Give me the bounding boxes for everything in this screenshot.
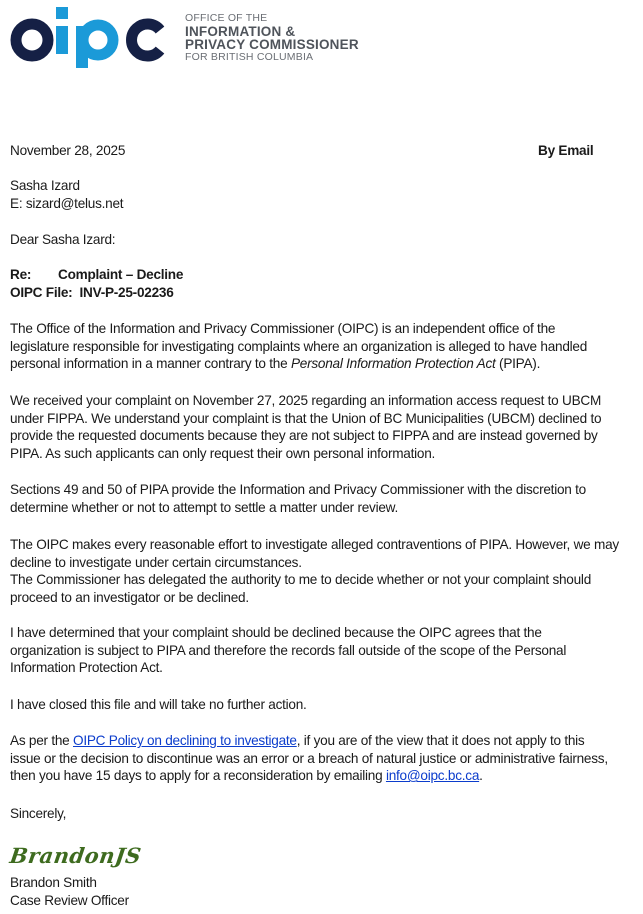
recipient-name: Sasha Izard xyxy=(10,178,80,193)
delivery-method: By Email xyxy=(538,143,594,158)
policy-link[interactable]: OIPC Policy on declining to investigate xyxy=(73,733,297,748)
text-line: PIPA. As such applicants can only request their own personal information. xyxy=(10,445,436,461)
oipc-logo-text xyxy=(185,13,359,62)
salutation: Dear Sasha Izard: xyxy=(10,232,116,247)
text-line: We received your complaint on November 27, 2025 regarding an information access request to UBCM xyxy=(10,393,602,408)
file-number: INV-P-25-02236 xyxy=(79,285,174,300)
text-line: legislature responsible for investigating complaints where an organization is alleged to have handled xyxy=(10,338,588,354)
text-line xyxy=(10,767,640,785)
text-run: personal information in a manner contrary to the xyxy=(10,356,291,372)
letter-date: November 28, 2025 xyxy=(10,143,126,158)
file-number-line xyxy=(10,284,174,302)
subject-value: Complaint – Decline xyxy=(58,267,184,282)
text-line: issue or the decision to discontinue was an error or a breach of natural justice or administrative fairness, xyxy=(10,750,608,766)
paragraph-discretion xyxy=(10,481,640,516)
text-line: Information Protection Act. xyxy=(10,660,163,676)
logo-line-3: PRIVACY COMMISSIONER xyxy=(185,36,359,52)
text-run: , if you are of the view that it does not apply to this xyxy=(296,733,585,748)
text-line xyxy=(10,732,640,750)
text-line: organization is subject to PIPA and therefore the records fall outside of the scope of the Personal xyxy=(10,642,567,658)
text-run: then you have 15 days to apply for a reconsideration by emailing xyxy=(10,768,386,784)
oipc-wordmark-icon xyxy=(10,2,170,68)
text-line: determine whether or not to attempt to settle a matter under review. xyxy=(10,499,398,515)
closing: Sincerely, xyxy=(10,806,67,821)
logo-line-1: OFFICE OF THE xyxy=(185,12,268,24)
handwritten-signature: BrandonJS xyxy=(8,843,144,868)
paragraph-oipc-intro xyxy=(10,320,640,373)
text-run: . xyxy=(479,768,483,784)
logo-line-4: FOR BRITISH COLUMBIA xyxy=(185,50,314,63)
act-title: Personal Information Protection Act xyxy=(290,356,496,372)
logo-line-2: INFORMATION & xyxy=(185,23,296,39)
file-label: OIPC File: xyxy=(10,285,73,300)
text-line: proceed to an investigator or be declined. xyxy=(10,589,249,605)
subject-label: Re: xyxy=(10,267,32,282)
text-line: I have determined that your complaint should be declined because the OIPC agrees that the xyxy=(10,625,542,640)
paragraph-file-closed xyxy=(10,696,640,714)
oipc-logo xyxy=(10,2,370,68)
paragraph-delegation xyxy=(10,536,640,606)
signer-name: Brandon Smith xyxy=(10,875,97,890)
text-line: I have closed this file and will take no further action. xyxy=(10,697,307,712)
text-run: (PIPA). xyxy=(495,356,541,372)
subject-line xyxy=(10,266,183,284)
info-email-link[interactable]: info@oipc.bc.ca xyxy=(385,768,480,784)
recipient-email: E: sizard@telus.net xyxy=(10,196,124,211)
text-line: decline to investigate under certain circumstances. xyxy=(10,554,302,570)
signer-title: Case Review Officer xyxy=(10,893,129,908)
paragraph-reconsideration xyxy=(10,732,640,785)
text-run: As per the xyxy=(10,733,73,748)
text-line xyxy=(10,355,640,373)
text-line: The Commissioner has delegated the authority to me to decide whether or not your complaint should xyxy=(10,572,592,588)
paragraph-decision xyxy=(10,624,640,677)
text-line: under FIPPA. We understand your complaint is that the Union of BC Municipalities (UBCM) declined to xyxy=(10,410,602,426)
paragraph-complaint-summary xyxy=(10,392,640,462)
text-line: Sections 49 and 50 of PIPA provide the Information and Privacy Commissioner with the discretion to xyxy=(10,482,586,497)
text-line: The Office of the Information and Privacy Commissioner (OIPC) is an independent office of the xyxy=(10,321,556,336)
text-line: provide the requested documents because they are not subject to FIPPA and are instead governed by xyxy=(10,428,598,444)
text-line: The OIPC makes every reasonable effort to investigate alleged contraventions of PIPA. However, we may xyxy=(10,537,619,552)
